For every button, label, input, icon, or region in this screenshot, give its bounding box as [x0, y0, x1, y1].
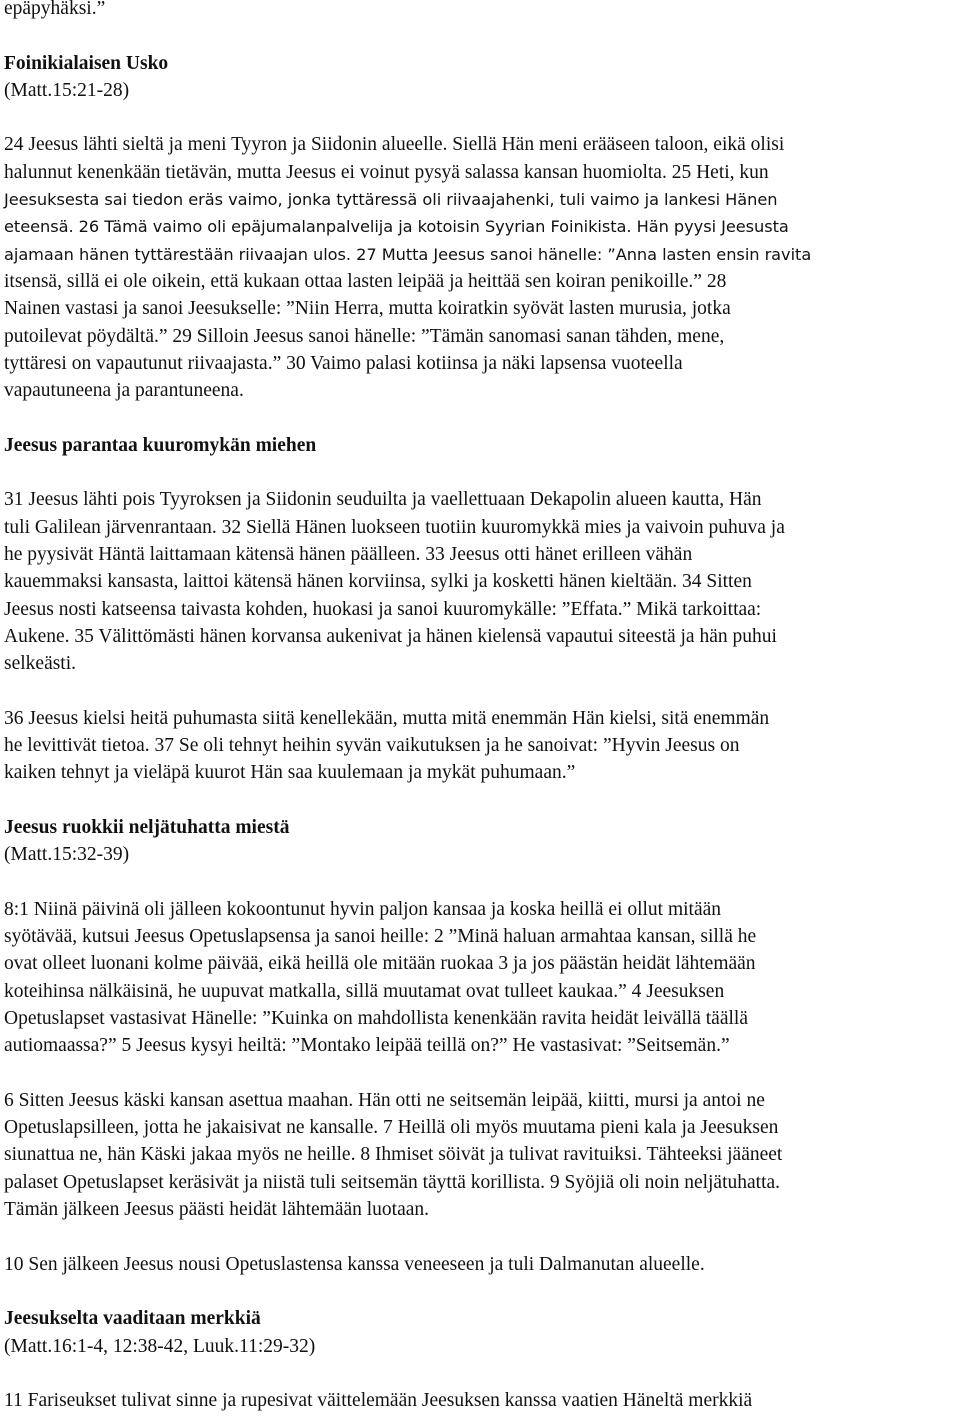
- text-line: 36 Jeesus kielsi heitä puhumasta siitä kenellekään, mutta mitä enemmän Hän kielsi, sitä enemmän: [4, 707, 770, 729]
- spacer: [4, 677, 956, 704]
- text-line: koteihinsa nälkäisinä, he uupuvat matkalla, sillä muutamat ovat tulleet kaukaa.” 4 Jeesuksen: [4, 980, 725, 1002]
- text-line: itsensä, sillä ei ole oikein, että kukaan ottaa lasten leipää ja heittää sen koiran penikoille.” 28: [4, 270, 727, 292]
- text-line: vapautuneena ja parantuneena.: [4, 380, 244, 402]
- section-heading: Jeesus parantaa kuuromykän miehen: [4, 434, 317, 456]
- spacer: [4, 22, 956, 49]
- spacer: [4, 1223, 956, 1250]
- paragraph: [4, 1087, 956, 1223]
- section-heading: Foinikialaisen Usko: [4, 52, 169, 74]
- spacer: [4, 869, 956, 896]
- section-reference: (Matt.15:21-28): [4, 79, 130, 101]
- paragraph: [4, 131, 956, 404]
- paragraph: [4, 705, 956, 787]
- text-line: Nainen vastasi ja sanoi Jeesukselle: ”Niin Herra, mutta koiratkin syövät lasten murusia, jotka: [4, 298, 731, 320]
- text-line: 6 Sitten Jeesus käski kansan asettua maahan. Hän otti ne seitsemän leipää, kiitti, mursi ja antoi ne: [4, 1089, 765, 1111]
- top-fragment: epäpyhäksi.”: [4, 0, 106, 19]
- text-line: kaiken tehnyt ja vieläpä kuurot Hän saa kuulemaan ja mykät puhumaan.”: [4, 762, 576, 784]
- spacer: [4, 459, 956, 486]
- paragraph: [4, 1251, 956, 1278]
- text-line: Aukene. 35 Välittömästi hänen korvansa aukenivat ja hänen kielensä vapautui siteestä ja hän puhui: [4, 625, 777, 647]
- spacer: [4, 787, 956, 814]
- text-line: he pyysivät Häntä laittamaan kätensä hänen päälleen. 33 Jeesus otti hänet erilleen vähän: [4, 543, 693, 565]
- text-line: autiomaassa?” 5 Jeesus kysyi heiltä: ”Montako leipää teillä on?” He vastasivat: ”Seitsemän.”: [4, 1035, 730, 1057]
- text-line: halunnut kenenkään tietävän, mutta Jeesus ei voinut pysyä salassa kansan huomiolta. 25 Heti, kun: [4, 161, 769, 183]
- text-line: Opetuslapsilleen, jotta he jakaisivat ne kansalle. 7 Heillä oli myös muutama pieni kala ja Jeesuksen: [4, 1117, 779, 1139]
- text-line: putoilevat pöydältä.” 29 Silloin Jeesus sanoi hänelle: ”Tämän sanomasi sanan tähden, mene,: [4, 325, 725, 347]
- text-line: he levittivät tietoa. 37 Se oli tehnyt heihin syvän vaikutuksen ja he sanoivat: ”Hyvin Jeesus on: [4, 735, 740, 757]
- paragraph: [4, 486, 956, 677]
- text-line: Tämän jälkeen Jeesus päästi heidät lähtemään luotaan.: [4, 1199, 430, 1221]
- section-heading: Jeesukselta vaaditaan merkkiä: [4, 1308, 261, 1330]
- section-reference: (Matt.15:32-39): [4, 844, 130, 866]
- text-line: ajamaan hänen tyttärestään riivaajan ulos. 27 Mutta Jeesus sanoi hänelle: ”Anna lasten ensin ravita: [4, 244, 812, 264]
- document-page: [4, 0, 956, 1414]
- section-heading: Jeesus ruokkii neljätuhatta miestä: [4, 816, 290, 838]
- text-line: selkeästi.: [4, 653, 77, 675]
- text-line: Jeesus nosti katseensa taivasta kohden, huokasi ja sanoi kuuromykälle: ”Effata.” Mikä tarkoittaa:: [4, 598, 762, 620]
- text-line: kauemmaksi kansasta, laittoi kätensä hänen korviinsa, sylki ja kosketti hänen kieltään. 34 Sitten: [4, 571, 752, 593]
- text-line: ovat olleet luonani kolme päivää, eikä heillä ole mitään ruokaa 3 ja jos päästän heidät lähtemään: [4, 953, 756, 975]
- spacer: [4, 1278, 956, 1305]
- text-line: 8:1 Niinä päivinä oli jälleen kokoontunut hyvin paljon kansaa ja koska heillä ei ollut mitään: [4, 898, 722, 920]
- text-line: 10 Sen jälkeen Jeesus nousi Opetuslastensa kanssa veneeseen ja tuli Dalmanutan alueelle.: [4, 1253, 705, 1275]
- text-line: Jeesuksesta sai tiedon eräs vaimo, jonka tyttäressä oli riivaajahenki, tuli vaimo ja lankesi Hänen: [4, 190, 778, 210]
- text-line: Opetuslapset vastasivat Hänelle: ”Kuinka on mahdollista kenenkään ravita heidät leivällä täällä: [4, 1007, 748, 1029]
- text-line: tuli Galilean järvenrantaan. 32 Siellä Hänen luokseen tuotiin kuuromykkä mies ja vaivoin puhuva ja: [4, 516, 785, 538]
- spacer: [4, 1060, 956, 1087]
- paragraph: [4, 1387, 956, 1414]
- text-line: 24 Jeesus lähti sieltä ja meni Tyyron ja Siidonin alueelle. Siellä Hän meni erääseen taloon, eikä olisi: [4, 134, 785, 156]
- text-line: palaset Opetuslapset keräsivät ja niistä tuli seitsemän täyttä korillista. 9 Syöjiä oli noin neljätuhatta.: [4, 1171, 781, 1193]
- text-line: siunattua ne, hän Käski jakaa myös ne heille. 8 Ihmiset söivät ja tulivat ravituiksi. Tähteeksi jääneet: [4, 1144, 783, 1166]
- text-line: syötävää, kutsui Jeesus Opetuslapsensa ja sanoi heille: 2 ”Minä haluan armahtaa kansan, sillä he: [4, 926, 757, 948]
- spacer: [4, 1360, 956, 1387]
- text-line: tyttäresi on vapautunut riivaajasta.” 30 Vaimo palasi kotiinsa ja näki lapsensa vuoteella: [4, 352, 683, 374]
- paragraph: [4, 896, 956, 1060]
- text-line: 11 Fariseukset tulivat sinne ja rupesivat väittelemään Jeesuksen kanssa vaatien Häneltä merkkiä: [4, 1390, 753, 1412]
- text-line: eteensä. 26 Tämä vaimo oli epäjumalanpalvelija ja kotoisin Syyrian Foinikista. Hän pyysi Jeesusta: [4, 217, 789, 237]
- text-line: 31 Jeesus lähti pois Tyyroksen ja Siidonin seuduilta ja vaellettuaan Dekapolin alueen kautta, Hän: [4, 489, 762, 511]
- spacer: [4, 404, 956, 431]
- spacer: [4, 104, 956, 131]
- section-reference: (Matt.16:1-4, 12:38-42, Luuk.11:29-32): [4, 1335, 316, 1357]
